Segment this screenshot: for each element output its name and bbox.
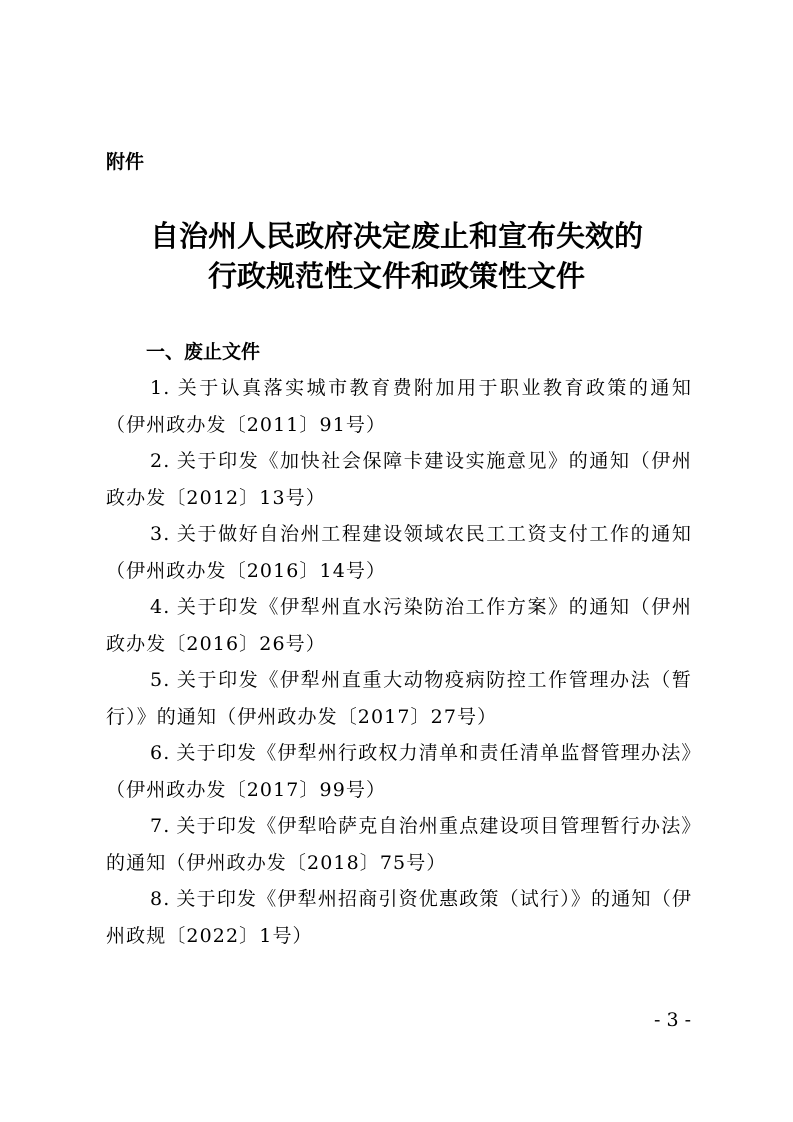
item-text: 关于印发《伊犁州行政权力清单和责任清单监督管理办法》（伊州政办发〔2017〕99号） bbox=[106, 742, 692, 801]
list-item bbox=[106, 808, 692, 881]
document-body bbox=[106, 334, 692, 954]
item-text: 关于印发《伊犁州直重大动物疫病防控工作管理办法（暂行）》的通知（伊州政办发〔2017〕27号） bbox=[106, 669, 692, 728]
list-item bbox=[106, 662, 692, 735]
item-number: 2. bbox=[150, 450, 171, 472]
item-number: 1. bbox=[150, 377, 171, 399]
item-text: 关于印发《伊犁州招商引资优惠政策（试行）》的通知（伊州政规〔2022〕1号） bbox=[106, 888, 692, 947]
list-item bbox=[106, 735, 692, 808]
title-line-2: 行政规范性文件和政策性文件 bbox=[207, 259, 585, 293]
list-item bbox=[106, 443, 692, 516]
item-number: 6. bbox=[150, 742, 171, 764]
item-number: 4. bbox=[150, 596, 171, 618]
item-number: 5. bbox=[150, 669, 171, 691]
list-item bbox=[106, 589, 692, 662]
item-text: 关于做好自治州工程建设领域农民工工资支付工作的通知（伊州政办发〔2016〕14号） bbox=[106, 523, 692, 582]
item-text: 关于认真落实城市教育费附加用于职业教育政策的通知（伊州政办发〔2011〕91号） bbox=[106, 377, 692, 436]
item-text: 关于印发《伊犁州直水污染防治工作方案》的通知（伊州政办发〔2016〕26号） bbox=[106, 596, 692, 655]
list-item bbox=[106, 370, 692, 443]
item-number: 7. bbox=[150, 815, 171, 837]
list-item bbox=[106, 516, 692, 589]
list-item bbox=[106, 881, 692, 954]
section-heading: 一、废止文件 bbox=[146, 341, 261, 363]
page-number: - 3 - bbox=[653, 1009, 691, 1031]
item-number: 8. bbox=[150, 888, 171, 910]
item-text: 关于印发《伊犁哈萨克自治州重点建设项目管理暂行办法》的通知（伊州政办发〔2018〕75号） bbox=[106, 815, 692, 874]
item-number: 3. bbox=[150, 523, 171, 545]
title-line-1: 自治州人民政府决定废止和宣布失效的 bbox=[149, 219, 643, 253]
document-title bbox=[100, 216, 693, 296]
attachment-label: 附件 bbox=[106, 151, 145, 173]
item-text: 关于印发《加快社会保障卡建设实施意见》的通知（伊州政办发〔2012〕13号） bbox=[106, 450, 692, 509]
